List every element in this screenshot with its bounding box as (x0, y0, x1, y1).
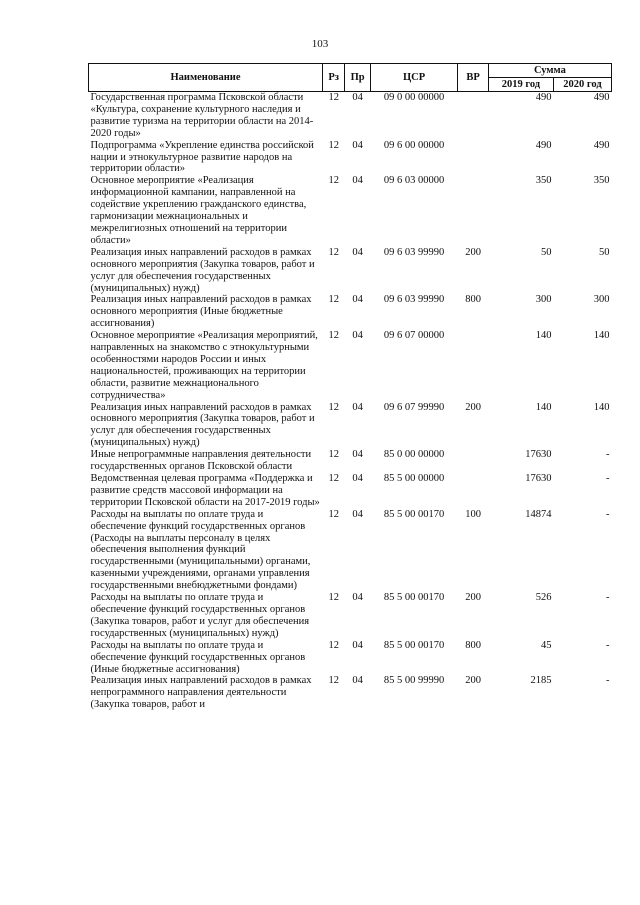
cell-pr: 04 (352, 139, 363, 151)
cell-pr: 04 (352, 175, 363, 187)
cell-csr: 09 0 00 00000 (383, 92, 445, 103)
cell-pr: 04 (352, 330, 363, 342)
cell-rz: 12 (328, 449, 339, 461)
cell-name: Основное мероприятие «Реализация информационной кампании, направленной на содействие укреплению гражданского единства, гармонизации межнациональных и межрелигиозных отношений на территории области» (90, 175, 307, 246)
cell-vr (458, 449, 489, 473)
table-row (89, 175, 612, 246)
cell-pr: 04 (352, 92, 363, 103)
cell-vr (458, 473, 489, 509)
cell-pr: 04 (352, 675, 363, 687)
table-header (89, 64, 612, 92)
cell-2020: 50 (599, 246, 610, 258)
cell-2019: 45 (540, 639, 552, 651)
cell-2019: 490 (535, 92, 552, 103)
cell-csr: 09 6 07 00000 (383, 330, 445, 342)
cell-2020: 490 (593, 139, 610, 151)
cell-2019: 14874 (525, 508, 552, 520)
table-row (89, 509, 612, 592)
cell-rz: 12 (328, 330, 339, 342)
cell-name: Реализация иных направлений расходов в рамках непрограммного направления деятельности (Закупка товаров, работ и (90, 675, 312, 711)
cell-2020: - (606, 675, 610, 687)
cell-name: Расходы на выплаты по оплате труда и обеспечение функций государственных органов (Закупка товаров, работ и услуг для обеспечения государственных (муниципальных) нужд) (90, 592, 310, 639)
cell-vr (458, 140, 489, 176)
cell-pr: 04 (352, 639, 363, 651)
table-body (89, 92, 612, 712)
cell-vr: 200 (465, 592, 481, 604)
table-row (89, 675, 612, 711)
cell-name: Расходы на выплаты по оплате труда и обеспечение функций государственных органов (Расходы на выплаты персоналу в целях обеспечения выполнения функций государственными (муниципальными) органами, казенными учреждениями, органами управления государственными внебюджетными фондами) (90, 508, 311, 592)
cell-2019: 17630 (525, 473, 552, 484)
cell-2019: 526 (535, 592, 552, 604)
cell-2019: 50 (540, 246, 552, 258)
cell-csr: 85 5 00 00170 (383, 508, 445, 520)
cell-2020: 490 (593, 92, 610, 103)
cell-2020: - (606, 592, 610, 604)
cell-2020: - (606, 639, 610, 651)
cell-name: Основное мероприятие «Реализация мероприятий, направленных на знакомство с этнокультурными особенностями народов России и иных национальностей, проживающих на территории области, развитие межнационального сотрудничества» (90, 330, 318, 401)
header-vr: ВР (458, 64, 489, 92)
cell-name: Реализация иных направлений расходов в рамках основного мероприятия (Закупка товаров, работ и услуг для обеспечения государственных (муниципальных) нужд) (90, 401, 315, 449)
cell-2019: 2185 (530, 675, 552, 687)
cell-name: Ведомственная целевая программа «Поддержка и развитие средств массовой информации на территории Псковской области на 2017-2019 годы» (90, 473, 320, 508)
cell-vr: 800 (465, 639, 481, 651)
cell-2020: 350 (593, 175, 610, 187)
cell-2019: 140 (535, 401, 552, 413)
cell-vr (458, 175, 489, 246)
budget-table (88, 63, 612, 711)
table-row (89, 640, 612, 676)
cell-vr: 200 (465, 246, 481, 258)
table-row (89, 247, 612, 295)
header-sum: Сумма (488, 64, 611, 78)
cell-pr: 04 (352, 401, 363, 413)
cell-name: Государственная программа Псковской области «Культура, сохранение культурного наследия и развитие туризма на территории области на 2014-2020 годы» (90, 92, 314, 139)
cell-2020: - (606, 473, 610, 484)
cell-name: Подпрограмма «Укрепление единства российской нации и этнокультурное развитие народов на территории области» (90, 139, 314, 175)
table-row (89, 402, 612, 450)
cell-vr: 100 (465, 508, 481, 520)
cell-csr: 09 6 07 99990 (383, 401, 445, 413)
cell-pr: 04 (352, 449, 363, 461)
cell-csr: 09 6 00 00000 (383, 139, 445, 151)
cell-vr (458, 330, 489, 401)
cell-rz: 12 (328, 246, 339, 258)
cell-csr: 85 0 00 00000 (383, 449, 445, 461)
table-row (89, 294, 612, 330)
cell-2019: 140 (535, 330, 552, 342)
table-row (89, 592, 612, 640)
cell-2020: 300 (593, 294, 610, 306)
table-row (89, 140, 612, 176)
cell-rz: 12 (328, 675, 339, 687)
header-pr: Пр (345, 64, 370, 92)
cell-vr: 200 (465, 401, 481, 413)
cell-2020: - (606, 449, 610, 461)
cell-pr: 04 (352, 592, 363, 604)
cell-name: Реализация иных направлений расходов в рамках основного мероприятия (Закупка товаров, работ и услуг для обеспечения государственных (муниципальных) нужд) (90, 246, 315, 294)
cell-csr: 85 5 00 00170 (383, 639, 445, 651)
cell-rz: 12 (328, 592, 339, 604)
cell-vr: 200 (465, 675, 481, 687)
table-row (89, 449, 612, 473)
cell-rz: 12 (328, 139, 339, 151)
cell-pr: 04 (352, 473, 363, 484)
cell-vr: 800 (465, 294, 481, 306)
cell-rz: 12 (328, 508, 339, 520)
cell-2019: 490 (535, 139, 552, 151)
cell-csr: 85 5 00 99990 (383, 675, 445, 687)
cell-2020: 140 (593, 401, 610, 413)
cell-rz: 12 (328, 639, 339, 651)
cell-rz: 12 (328, 294, 339, 306)
cell-2019: 350 (535, 175, 552, 187)
cell-pr: 04 (352, 246, 363, 258)
cell-vr (458, 92, 489, 140)
cell-csr: 09 6 03 00000 (383, 175, 445, 187)
header-year-2020: 2020 год (553, 78, 611, 92)
cell-rz: 12 (328, 92, 339, 103)
header-year-2019: 2019 год (488, 78, 553, 92)
header-rz: Рз (323, 64, 345, 92)
header-name: Наименование (89, 64, 323, 92)
table-row (89, 473, 612, 509)
page-number: 103 (311, 38, 329, 50)
cell-rz: 12 (328, 401, 339, 413)
cell-csr: 85 5 00 00170 (383, 592, 445, 604)
cell-rz: 12 (328, 473, 339, 484)
cell-2019: 300 (535, 294, 552, 306)
cell-csr: 09 6 03 99990 (383, 246, 445, 258)
cell-name: Расходы на выплаты по оплате труда и обеспечение функций государственных органов (Иные бюджетные ассигнования) (90, 639, 306, 675)
cell-name: Реализация иных направлений расходов в рамках основного мероприятия (Иные бюджетные ассигнования) (90, 294, 312, 330)
cell-2019: 17630 (525, 449, 552, 461)
cell-pr: 04 (352, 508, 363, 520)
table-row (89, 330, 612, 401)
table-row (89, 92, 612, 140)
cell-rz: 12 (328, 175, 339, 187)
cell-csr: 85 5 00 00000 (383, 473, 445, 484)
cell-2020: - (606, 508, 610, 520)
cell-2020: 140 (593, 330, 610, 342)
cell-csr: 09 6 03 99990 (383, 294, 445, 306)
cell-pr: 04 (352, 294, 363, 306)
header-csr: ЦСР (370, 64, 458, 92)
cell-name: Иные непрограммные направления деятельности государственных органов Псковской области (90, 449, 312, 473)
